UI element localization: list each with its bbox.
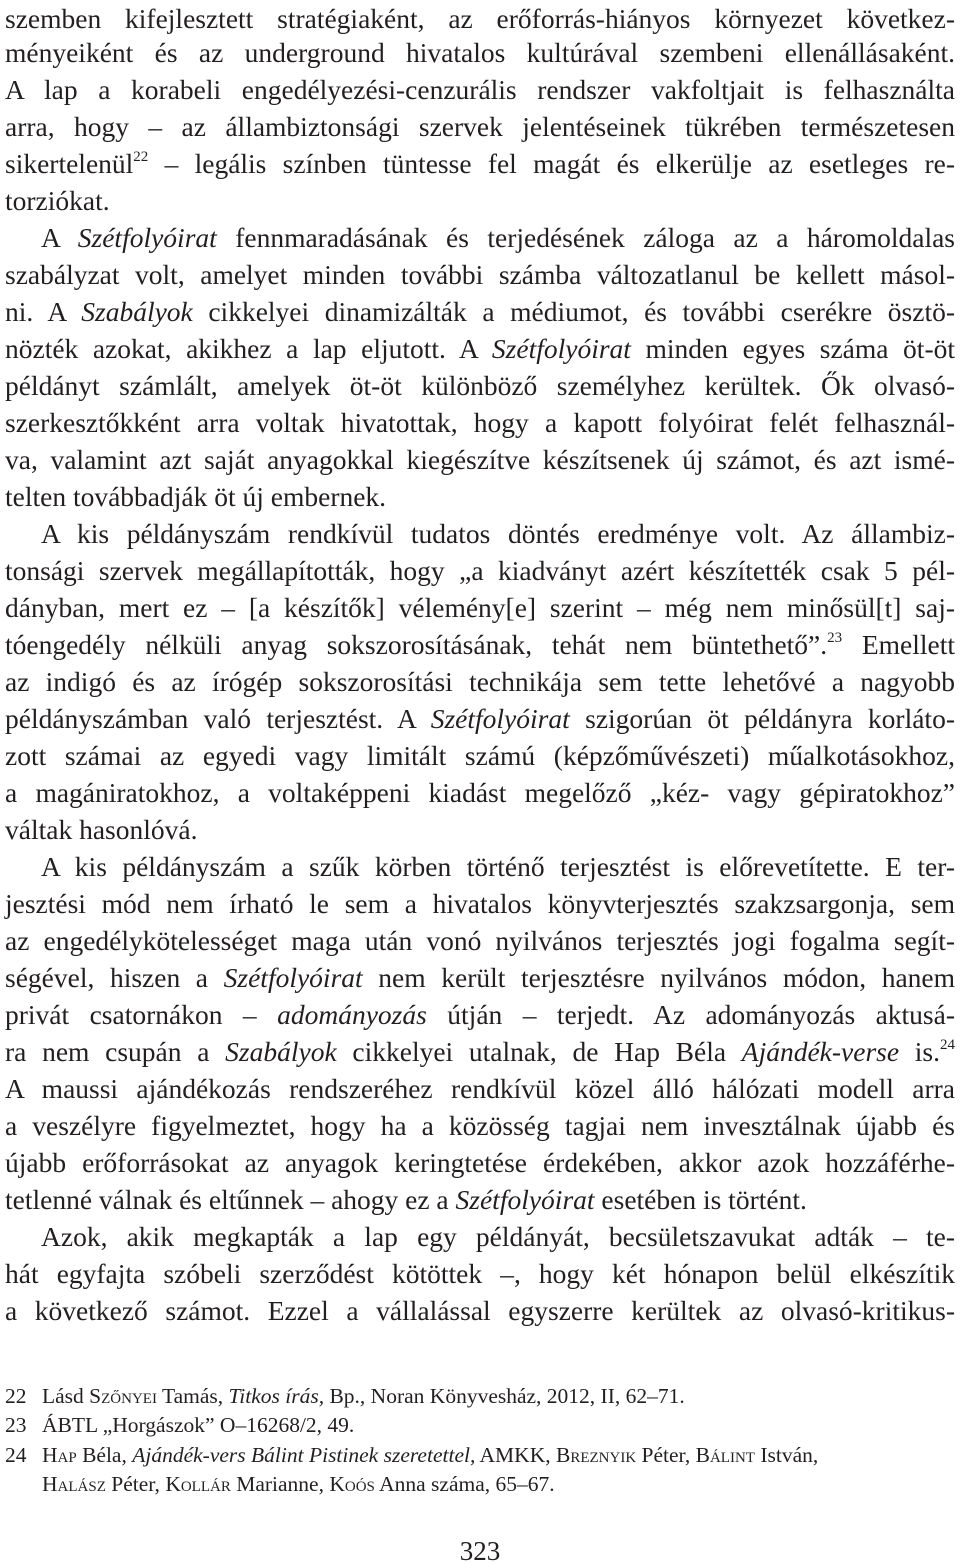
text-line: va, valamint azt saját anyagokkal kiegészítve készítsenek új számot, és azt ismé- — [5, 444, 955, 475]
text-line: arra, hogy – az állambiztonsági szervek jelentéseinek tükrében természetesen — [5, 111, 955, 142]
text-line: A lap a korabeli engedélyezési-cenzurális rendszer vakfoltjait is felhasználta — [5, 74, 955, 105]
text-line: telten továbbadják öt új embernek. — [5, 481, 387, 512]
text-line: tetlenné válnak és eltűnnek – ahogy ez a Szétfolyóirat esetében is történt. — [5, 1184, 807, 1215]
text-line: tóengedély nélküli anyag sokszorosításának, tehát nem büntethető”.$^{23}$ Emellett — [5, 629, 955, 660]
text-line: váltak hasonlóvá. — [5, 814, 198, 845]
paragraph-start: A kis példányszám rendkívül tudatos döntés eredménye volt. Az állambiz- — [41, 518, 955, 549]
text-line: tonsági szervek megállapították, hogy „a kiadványt azért készítették csak 5 pél- — [5, 555, 955, 586]
footnote-ref-22: 22 — [133, 149, 149, 165]
paragraph-start: A Szétfolyóirat fennmaradásának és terjedésének záloga az a háromoldalas — [41, 222, 955, 253]
text-line: az engedélykötelességet maga után vonó nyilvános terjesztés jogi fogalma segít- — [5, 925, 955, 956]
text-line: ményeiként és az underground hivatalos kultúrával szembeni ellenállásaként. — [5, 37, 955, 68]
footnote-ref-23: 23 — [827, 630, 843, 646]
footnote-ref-24: 24 — [940, 1037, 955, 1053]
text-line: ra nem csupán a Szabályok cikkelyei utalnak, de Hap Béla Ajándék-verse is.$^{24}$ — [5, 1036, 955, 1067]
text-line: szabályzat volt, amelyet minden további számba változatlanul be kellett másol- — [5, 259, 955, 290]
text-line: jesztési mód nem írható le sem a hivatalos könyvterjesztés szakzsargonja, sem — [5, 888, 955, 919]
text-line: példányt számlált, amelyek öt-öt különböző személyhez kerültek. Ők olvasó- — [5, 370, 955, 401]
text-line: A maussi ajándékozás rendszeréhez rendkívül közel álló hálózati modell arra — [5, 1073, 955, 1104]
text-line: szemben kifejlesztett stratégiaként, az erőforrás-hiányos környezet következ- — [5, 3, 955, 34]
text-line: szerkesztőkként arra voltak hivatottak, hogy a kapott folyóirat felét felhasznál- — [5, 407, 955, 438]
text-line: a következő számot. Ezzel a vállalással egyszerre kerültek az olvasó-kritikus- — [5, 1295, 955, 1326]
text-line: példányszámban való terjesztést. A Szétfolyóirat szigorúan öt példányra korláto- — [5, 703, 955, 734]
footnote-24: 24 Hap Béla, Ajándék-vers Bálint Pistinek szeretettel, AMKK, Breznyik Péter, Bálint István, — [5, 1443, 819, 1467]
text-line: torziókat. — [5, 185, 110, 216]
footnote-22: 22 Lásd Szőnyei Tamás, Titkos írás, Bp., Noran Könyvesház, 2012, II, 62–71. — [5, 1384, 685, 1408]
text-line: ségével, hiszen a Szétfolyóirat nem került terjesztésre nyilvános módon, hanem — [5, 962, 956, 993]
text-line: a veszélyre figyelmeztet, hogy ha a közösség tagjai nem invesztálnak újabb és — [5, 1110, 955, 1141]
text-line: az indigó és az írógép sokszorosítási technikája sem tette lehetővé a nagyobb — [5, 666, 955, 697]
footnote-24-continued: Halász Péter, Kollár Marianne, Koós Anna száma, 65–67. — [42, 1472, 555, 1496]
paragraph-start: Azok, akik megkapták a lap egy példányát, becsületszavukat adták – te- — [41, 1221, 955, 1252]
paragraph-start: A kis példányszám a szűk körben történő terjesztést is előrevetítette. E ter- — [41, 851, 955, 882]
text-line: hát egyfajta szóbeli szerződést kötöttek –, hogy két hónapon belül elkészítik — [5, 1258, 955, 1289]
text-line: zott számai az egyedi vagy limitált számú (képzőművészeti) műalkotásokhoz, — [5, 740, 955, 771]
text-line: a magániratokhoz, a voltaképpeni kiadást megelőző „kéz- vagy gépiratokhoz” — [5, 777, 955, 808]
text-line: sikertelenül$^{22}$ – legális színben tüntesse fel magát és elkerülje az esetleges re- — [5, 148, 955, 179]
footnote-23: 23 ÁBTL „Horgászok” O–16268/2, 49. — [5, 1413, 355, 1437]
text-line: újabb erőforrásokat az anyagok keringtetése érdekében, akkor azok hozzáférhe- — [5, 1147, 955, 1178]
text-line: ni. A Szabályok cikkelyei dinamizálták a médiumot, és további cserékre ösztö- — [5, 296, 955, 327]
text-line: nözték azokat, akikhez a lap eljutott. A Szétfolyóirat minden egyes száma öt-öt — [5, 333, 955, 364]
page-number: 323 — [459, 1536, 501, 1566]
text-line: dányban, mert ez – [a készítők] vélemény[e] szerint – még nem minősül[t] saj- — [5, 592, 955, 623]
text-line: privát csatornákon – adományozás útján – terjedt. Az adományozás aktusá- — [5, 999, 955, 1030]
